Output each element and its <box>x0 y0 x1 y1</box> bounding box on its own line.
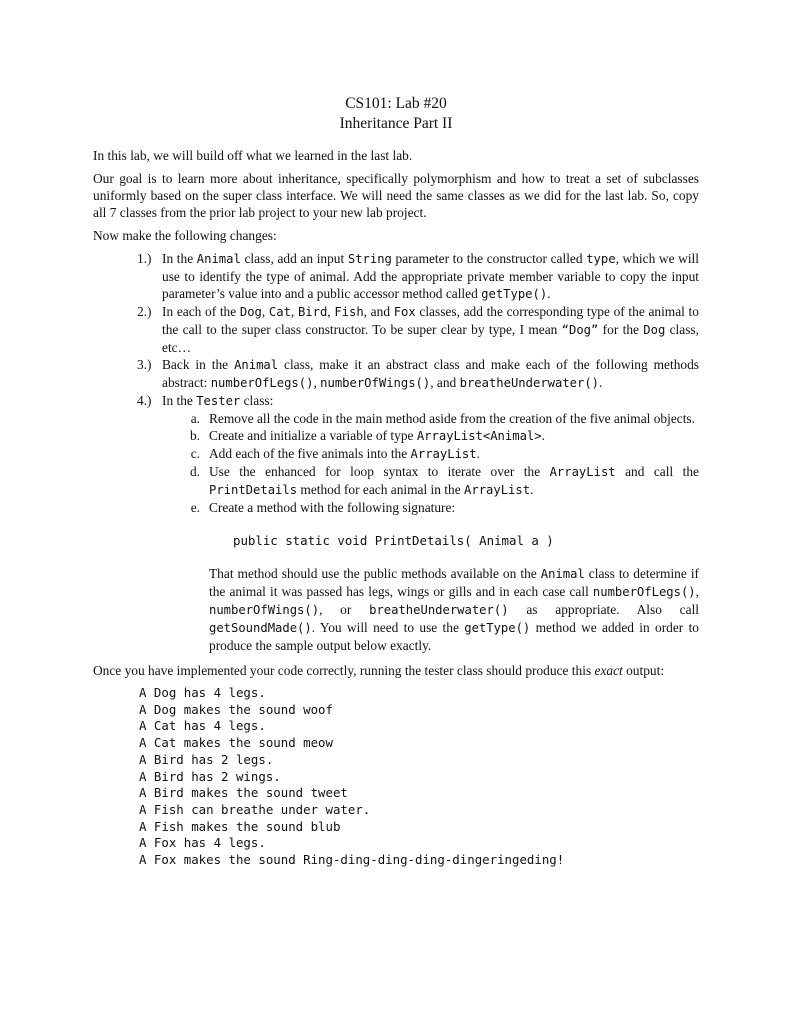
steps-list <box>93 250 699 654</box>
output-line: A Cat has 4 legs. <box>139 718 266 734</box>
code-token: “Dog” <box>561 323 599 337</box>
substep-letter: b. <box>189 428 200 443</box>
step-number: 4.) <box>137 393 152 408</box>
code-token: ArrayList<Animal> <box>416 429 542 443</box>
page-title: CS101: Lab #20 <box>345 95 447 112</box>
code-token: type <box>586 252 616 266</box>
goal-paragraph: Our goal is to learn more about inheritance, specifically polymorphism and how to treat a set of subclasses uniformly based on the super class interface. We will need the same classes as we did for the last lab. So, copy all 7 classes from the prior lab project to your new lab project. <box>93 171 699 220</box>
code-token: ArrayList <box>549 465 616 479</box>
output-line: A Dog has 4 legs. <box>139 685 266 700</box>
code-token: Dog <box>239 305 262 319</box>
code-token: Animal <box>540 567 585 581</box>
substep-b: b. Create and initialize a variable of type ArrayList<Animal>. <box>162 427 699 445</box>
substep-a: a. Remove all the code in the main method aside from the creation of the five animal objects. <box>162 410 699 427</box>
code-token: Bird <box>297 305 328 319</box>
code-token: ArrayList <box>410 447 477 461</box>
outro-paragraph: Once you have implemented your code correctly, running the tester class should produce this exact output: <box>93 663 665 678</box>
step-number: 2.) <box>137 304 152 319</box>
substep-c: c. Add each of the five animals into the ArrayList. <box>162 445 699 463</box>
substep-e: e. Create a method with the following signature: public static void PrintDetails( Animal a ) That method should use the public methods available on the Animal class to determine if the animal it was passed has legs, wings or gills and in each case call numberOfLegs(), numberOfWings(), or breatheUnderwater() as appropriate. Also call getSoundMade(). You will need to use the getType() method we added in order to produce the sample output below exactly. <box>162 499 699 654</box>
output-line: A Cat makes the sound meow <box>139 735 333 751</box>
step-1: 1.) In the Animal class, add an input String parameter to the constructor called type, which we will use to identify the type of animal. Add the appropriate private member variable to copy the input parameter’s value into and a public accessor method called getType(). <box>137 251 699 301</box>
substep-d: d. Use the enhanced for loop syntax to iterate over the ArrayList and call the PrintDetails method for each animal in the ArrayList. <box>162 463 699 499</box>
output-line: A Bird makes the sound tweet <box>139 785 348 801</box>
code-token: Tester <box>196 394 241 408</box>
code-token: getType() <box>464 621 531 635</box>
code-token: numberOfWings() <box>209 603 320 617</box>
step-2: 2.) In each of the Dog, Cat, Bird, Fish, and Fox classes, add the corresponding type of the animal to the call to the super class constructor. To be super clear by type, I mean “Dog” for the Dog class, etc… <box>137 304 699 355</box>
code-token: Cat <box>268 305 291 319</box>
emphasis-exact: exact <box>594 663 623 678</box>
code-token: Fox <box>393 305 416 319</box>
code-token: breatheUnderwater() <box>459 376 600 390</box>
code-token: breatheUnderwater() <box>369 603 509 617</box>
code-token: PrintDetails <box>209 483 298 497</box>
substep-letter: a. <box>190 411 200 426</box>
output-line: A Fox makes the sound Ring-ding-ding-ding-dingeringeding! <box>139 852 565 868</box>
method-description: That method should use the public methods available on the Animal class to determine if the animal it was passed has legs, wings or gills and in each case call numberOfLegs(), numberOfWings(), or breatheUnderwater() as appropriate. Also call getSoundMade(). You will need to use the getType() method we added in order to produce the sample output below exactly. <box>209 566 700 653</box>
code-token: Fish <box>334 305 364 319</box>
code-token: numberOfLegs() <box>210 376 314 390</box>
code-token: String <box>347 252 392 266</box>
code-token: Dog <box>643 323 666 337</box>
title-block <box>93 94 699 134</box>
code-token: getSoundMade() <box>209 621 312 635</box>
code-token: Animal <box>196 252 241 266</box>
code-token: getType() <box>481 287 548 301</box>
method-signature: public static void PrintDetails( Animal a ) <box>233 533 554 548</box>
output-line: A Bird has 2 wings. <box>139 768 281 784</box>
code-token: ArrayList <box>464 483 531 497</box>
code-token: numberOfWings() <box>320 376 431 390</box>
output-line: A Fish makes the sound blub <box>139 818 341 834</box>
substep-letter: c. <box>190 446 200 461</box>
document-page <box>93 94 699 869</box>
step-4: 4.) In the Tester class: a. Remove all the code in the main method aside from the creation of the five animal objects. b. Create and initialize a variable of type ArrayList<Animal>. c. Add each of the five animals into the ArrayList. d. Use the enhanced for loop syntax to iterate over the ArrayList and call the PrintDetails method for each animal in the ArrayList. e. Create a method with the following signature: public static void PrintDetails( Animal a ) That method should use the public methods available on the Animal class to determine if the animal it was passed has legs, wings or gills and in each case call numberOfLegs(), numberOfWings(), or breatheUnderwater() as appropriate. Also call getSoundMade(). You will need to use the getType() method we added in order to produce the sample output below exactly. <box>137 393 700 653</box>
tester-substeps <box>189 410 700 654</box>
substep-letter: e. <box>190 500 200 515</box>
step-number: 3.) <box>137 357 152 372</box>
intro-paragraph: In this lab, we will build off what we learned in the last lab. <box>93 148 413 163</box>
step-number: 1.) <box>137 251 152 266</box>
page-subtitle: Inheritance Part II <box>339 115 453 132</box>
sample-output <box>139 685 699 869</box>
changes-intro: Now make the following changes: <box>93 228 277 243</box>
output-line: A Fish can breathe under water. <box>139 801 371 817</box>
substep-letter: d. <box>189 464 200 479</box>
code-token: numberOfLegs() <box>592 585 696 599</box>
output-line: A Bird has 2 legs. <box>139 751 274 767</box>
output-line: A Fox has 4 legs. <box>139 835 266 851</box>
step-3: 3.) Back in the Animal class, make it an abstract class and make each of the following methods abstract: numberOfLegs(), numberOfWings(), and breatheUnderwater(). <box>137 357 699 390</box>
code-token: Animal <box>234 358 279 372</box>
output-line: A Dog makes the sound woof <box>139 701 333 717</box>
